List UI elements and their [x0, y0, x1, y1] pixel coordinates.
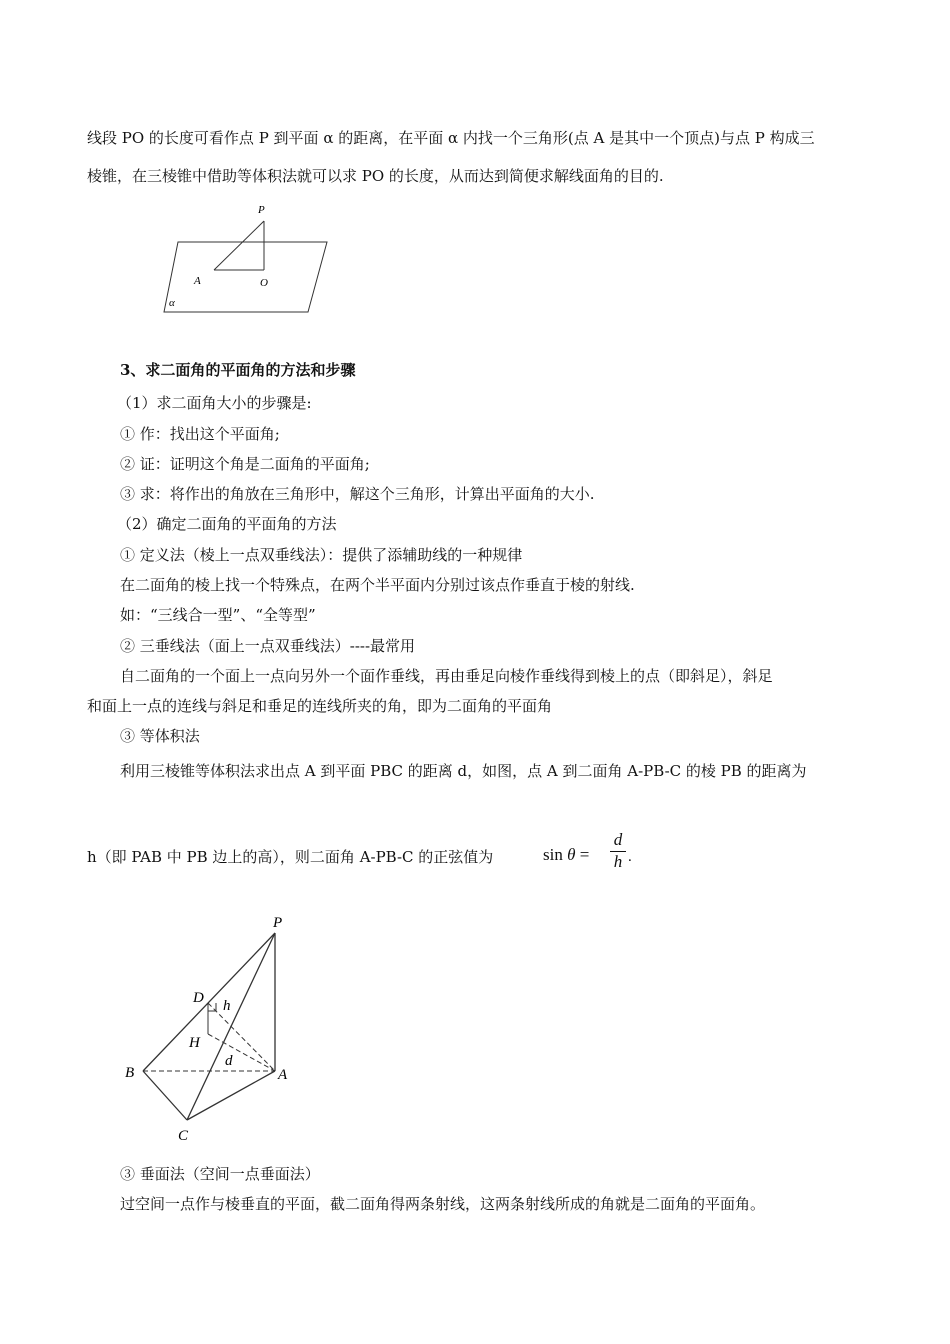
label-alpha: α — [169, 297, 175, 309]
method-desc: h（即 PAB 中 PB 边上的高），则二面角 A-PB-C 的正弦值为 — [87, 848, 494, 866]
method-title: ② 三垂线法（面上一点双垂线法）----最常用 — [120, 637, 416, 655]
method-desc: 利用三棱锥等体积法求出点 A 到平面 PBC 的距离 d，如图，点 A 到二面角 A-PB-C 的棱 PB 的距离为 — [120, 762, 807, 780]
method-title: ③ 等体积法 — [120, 727, 200, 745]
paragraph-line: 棱锥，在三棱锥中借助等体积法就可以求 PO 的长度，从而达到简便求解线面角的目的. — [87, 167, 664, 185]
formula-end: . — [628, 849, 632, 865]
edge-bc — [143, 1071, 187, 1120]
method-title: ① 定义法（棱上一点双垂线法）：提供了添辅助线的一种规律 — [120, 546, 523, 564]
method-desc: 在二面角的棱上找一个特殊点，在两个半平面内分别过该点作垂直于棱的射线. — [120, 576, 635, 594]
paragraph-line: 线段 PO 的长度可看作点 P 到平面 α 的距离，在平面 α 内找一个三角形(点 A 是其中一个顶点)与点 P 构成三 — [87, 129, 815, 147]
edge-ca — [187, 1071, 275, 1120]
method-desc: 和面上一点的连线与斜足和垂足的连线所夹的角，即为二面角的平面角 — [87, 697, 553, 715]
label-a: A — [278, 1067, 288, 1083]
label-d: D — [193, 990, 204, 1006]
formula-fraction — [610, 830, 626, 872]
label-b: B — [125, 1065, 135, 1081]
label-hh: H — [189, 1035, 200, 1051]
formula-denominator: h — [610, 851, 626, 872]
method-title: ③ 垂面法（空间一点垂面法） — [120, 1165, 320, 1183]
tetrahedron-figure — [115, 905, 305, 1145]
method-desc: 过空间一点作与棱垂直的平面，截二面角得两条射线，这两条射线所成的角就是二面角的平面角。 — [120, 1195, 766, 1213]
method-example: 如：“三线合一型”、“全等型” — [120, 606, 316, 624]
label-o: O — [260, 277, 268, 289]
label-a: A — [194, 275, 201, 287]
label-h: h — [223, 998, 231, 1014]
step-item: ① 作：找出这个平面角; — [120, 425, 280, 443]
label-p: P — [258, 204, 265, 216]
plane-triangle-figure — [150, 198, 330, 320]
segment-pa — [214, 221, 264, 270]
label-dd: d — [225, 1053, 233, 1069]
formula-sin-theta — [543, 845, 589, 865]
method-desc: 自二面角的一个面上一点向另外一个面作垂线，再由垂足向棱作垂线得到棱上的点（即斜足），斜足 — [120, 667, 773, 685]
formula-sin: sin — [543, 845, 563, 864]
subheading: （2）确定二面角的平面角的方法 — [117, 515, 337, 533]
segment-da-hidden — [208, 1003, 275, 1071]
label-c: C — [178, 1128, 189, 1144]
step-item: ② 证：证明这个角是二面角的平面角; — [120, 455, 370, 473]
plane-alpha — [164, 242, 327, 312]
step-item: ③ 求：将作出的角放在三角形中，解这个三角形，计算出平面角的大小. — [120, 485, 595, 503]
label-p: P — [273, 915, 283, 931]
formula-numerator: d — [613, 830, 623, 849]
section-heading: 3、求二面角的平面角的方法和步骤 — [120, 361, 356, 379]
formula-theta: θ — [567, 845, 576, 864]
subheading: （1）求二面角大小的步骤是: — [117, 394, 312, 412]
formula-eq: = — [579, 845, 590, 864]
